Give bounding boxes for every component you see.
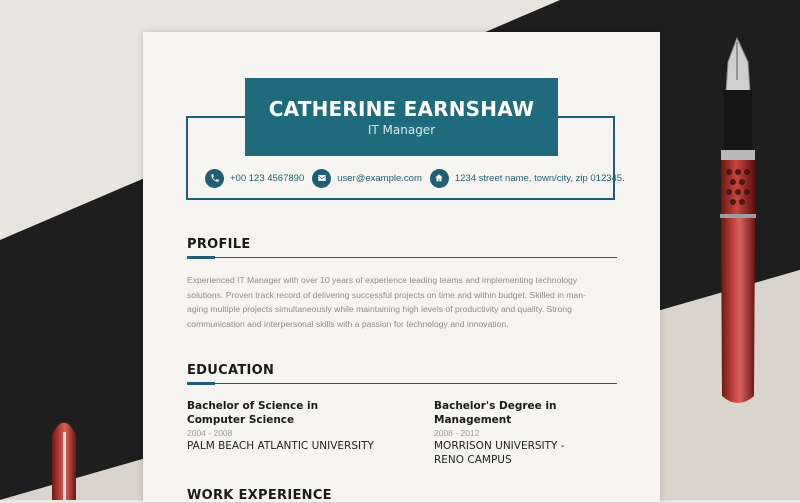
phone-icon [205,169,224,188]
work-experience-heading: WORK EXPERIENCE [187,488,332,503]
contact-row [205,168,633,188]
degree-years: 2008 - 2012 [434,428,480,438]
university-name: PALM BEACH ATLANTIC UNIVERSITY [187,440,374,452]
education-heading: EDUCATION [187,363,275,378]
profile-divider-accent [187,256,215,259]
email-text: user@example.com [337,172,422,184]
education-entry [187,399,387,453]
fountain-pen [720,38,756,403]
contact-address [430,169,625,188]
profile-heading: PROFILE [187,237,251,252]
envelope-icon [312,169,331,188]
degree-title: Bachelor of Science in Computer Science [187,400,319,426]
home-icon [430,169,449,188]
university-name: MORRISON UNIVERSITY - RENO CAMPUS [434,440,565,466]
address-text: 1234 street name, town/city, zip 012345. [454,172,625,184]
education-divider-accent [187,382,215,385]
pen-cap [52,423,76,501]
degree-title: Bachelor's Degree in Management [434,400,557,426]
job-title: IT Manager [367,123,436,137]
contact-phone [205,169,304,188]
candidate-name: CATHERINE EARNSHAW [268,97,535,121]
degree-years: 2004 - 2008 [187,428,233,438]
resume-page [143,32,660,502]
profile-text: Experienced IT Manager with over 10 years of experience leading teams and implementing technology solutions. Proven track record of delivering successful projects on time and within budget. Skilled in man- aging multiple projects simultaneously while maintaining high levels of productivity and quality. Strong communication and interpersonal skills with a passion for technology and innovation. [187,275,586,329]
profile-divider [187,257,617,258]
contact-email [312,169,422,188]
education-entry [434,399,624,467]
education-divider [187,383,617,384]
phone-text: +00 123 4567890 [230,172,305,184]
name-banner [245,78,558,156]
